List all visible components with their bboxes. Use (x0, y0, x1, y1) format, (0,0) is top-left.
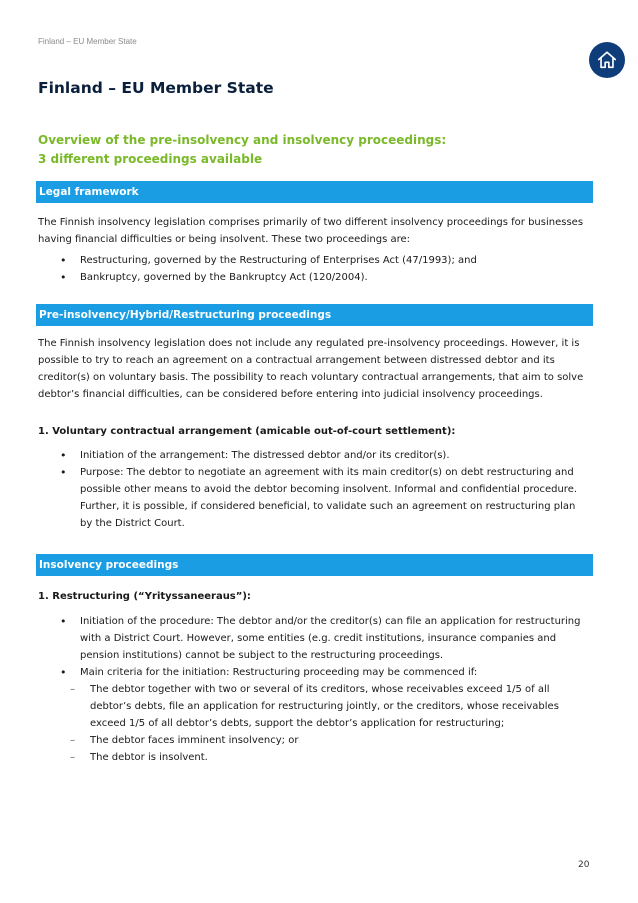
legal-framework-intro: The Finnish insolvency legislation comprises primarily of two different insolvency proceedings for businesses having financial difficulties or being insolvent. These two proceedings are: (38, 217, 584, 245)
criteria-item: – The debtor is insolvent. (68, 749, 588, 766)
overview-heading (38, 131, 446, 169)
overview-line-1: Overview of the pre-insolvency and insolvency proceedings: (38, 133, 447, 147)
pre-insolvency-heading: Pre-insolvency/Hybrid/Restructuring proceedings (36, 304, 593, 326)
insolvency-heading: Insolvency proceedings (36, 554, 593, 576)
list-item-text: Main criteria for the initiation: Restructuring proceeding may be commenced if: (80, 667, 478, 678)
overview-line-2: 3 different proceedings available (38, 152, 263, 166)
list-item: • Initiation of the arrangement: The distressed debtor and/or its creditor(s). (60, 447, 588, 464)
home-button[interactable] (589, 42, 625, 78)
restructuring-list (60, 613, 588, 766)
criteria-item: – The debtor together with two or several of its creditors, whose receivables exceed 1/5 of all debtor’s debts, file an application for restructuring jointly, or the creditors, whose receivables exceed 1/5 of all debtor’s debts, support the debtor’s application for restructuring; (68, 681, 588, 732)
restructuring-subheading: 1. Restructuring (“Yrityssaneeraus”): (38, 591, 251, 602)
legal-framework-list (60, 252, 588, 286)
list-item: • Initiation of the procedure: The debtor and/or the creditor(s) can file an application for restructuring with a District Court. However, some entities (e.g. credit institutions, insurance companies and pension institutions) cannot be subject to the restructuring proceedings. (60, 613, 588, 664)
list-item: • Purpose: The debtor to negotiate an agreement with its main creditor(s) on debt restructuring and possible other means to avoid the debtor becoming insolvent. Informal and confidential procedure. Further, it is possible, if considered beneficial, to validate such an agreement on restructuring plan by the District Court. (60, 464, 588, 532)
list-item: • Restructuring, governed by the Restructuring of Enterprises Act (47/1993); and (60, 252, 588, 269)
voluntary-arrangement-subheading: 1. Voluntary contractual arrangement (amicable out-of-court settlement): (38, 426, 456, 437)
home-icon (596, 49, 618, 71)
voluntary-arrangement-list (60, 447, 588, 532)
criteria-list (80, 681, 588, 766)
criteria-item: – The debtor faces imminent insolvency; or (68, 732, 588, 749)
list-item: • Bankruptcy, governed by the Bankruptcy Act (120/2004). (60, 269, 588, 286)
running-header: Finland – EU Member State (38, 37, 137, 46)
list-item (60, 664, 588, 766)
pre-insolvency-intro: The Finnish insolvency legislation does not include any regulated pre-insolvency proceedings. However, it is possible to try to reach an agreement on a contractual arrangement between distressed debtor and its creditor(s) on voluntary basis. The possibility to reach voluntary contractual arrangements, that aim to solve debtor’s financial difficulties, can be considered before entering into judicial insolvency proceedings. (38, 338, 584, 400)
page-number: 20 (578, 860, 590, 870)
legal-framework-heading: Legal framework (36, 181, 593, 203)
page-title: Finland – EU Member State (38, 79, 274, 97)
